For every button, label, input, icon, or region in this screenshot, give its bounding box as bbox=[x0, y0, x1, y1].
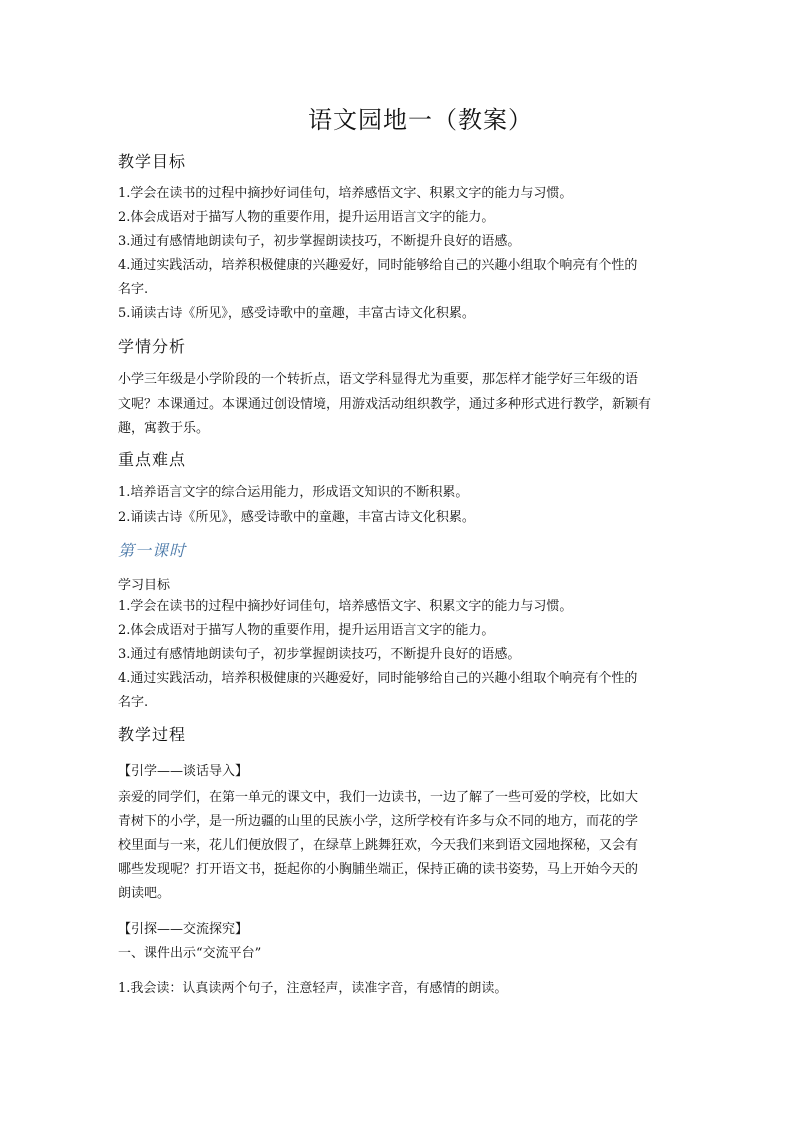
heading-key-points: 重点难点 bbox=[118, 450, 187, 469]
explore-item-1: 1.我会读：认真读两个句子，注意轻声，读准字音，有感情的朗读。 bbox=[118, 981, 508, 996]
explore-heading: 【引探——交流探究】 bbox=[118, 922, 249, 937]
goal-line-2: 2.体会成语对于描写人物的重要作用，提升运用语言文字的能力。 bbox=[118, 210, 495, 225]
heading-teaching-goals: 教学目标 bbox=[118, 152, 187, 171]
intro-line-3: 校里面与一来，花儿们便放假了，在绿草上跳舞狂欢，今天我们来到语文园地探秘，又会有 bbox=[118, 838, 639, 853]
key-line-1: 1.培养语言文字的综合运用能力，形成语文知识的不断积累。 bbox=[118, 485, 469, 500]
study-line-2: 2.体会成语对于描写人物的重要作用，提升运用语言文字的能力。 bbox=[118, 623, 495, 638]
intro-heading: 【引学——谈话导入】 bbox=[118, 764, 249, 779]
goal-line-1: 1.学会在读书的过程中摘抄好词佳句，培养感悟文字、积累文字的能力与习惯。 bbox=[118, 186, 573, 201]
goal-line-4-cont: 名字. bbox=[118, 282, 149, 297]
key-line-2: 2.诵读古诗《所见》，感受诗歌中的童趣，丰富古诗文化积累。 bbox=[118, 510, 475, 525]
study-line-1: 1.学会在读书的过程中摘抄好词佳句，培养感悟文字、积累文字的能力与习惯。 bbox=[118, 599, 573, 614]
goal-line-5: 5.诵读古诗《所见》，感受诗歌中的童趣，丰富古诗文化积累。 bbox=[118, 306, 475, 321]
heading-study-goals: 学习目标 bbox=[118, 578, 171, 593]
heading-teaching-process: 教学过程 bbox=[118, 725, 187, 744]
intro-line-4: 哪些发现呢？打开语文书，挺起你的小胸脯坐端正，保持正确的读书姿势，马上开始今天的 bbox=[118, 862, 639, 877]
goal-line-3: 3.通过有感情地朗读句子，初步掌握朗读技巧，不断提升良好的语感。 bbox=[118, 234, 521, 249]
explore-subheading: 一、课件出示“交流平台” bbox=[118, 946, 262, 961]
goal-line-4: 4.通过实践活动，培养积极健康的兴趣爱好，同时能够给自己的兴趣小组取个响亮有个性的 bbox=[118, 258, 638, 273]
heading-student-analysis: 学情分析 bbox=[118, 337, 187, 356]
analysis-line-2: 文呢？本课通过。本课通过创设情境，用游戏活动组织教学，通过多种形式进行教学，新颖有 bbox=[118, 397, 652, 412]
study-line-3: 3.通过有感情地朗读句子，初步掌握朗读技巧，不断提升良好的语感。 bbox=[118, 647, 521, 662]
lesson-heading: 第一课时 bbox=[118, 541, 187, 560]
analysis-line-3: 趣，寓教于乐。 bbox=[118, 421, 210, 436]
study-line-4: 4.通过实践活动，培养积极健康的兴趣爱好，同时能够给自己的兴趣小组取个响亮有个性的 bbox=[118, 671, 638, 686]
document-title: 语文园地一（教案） bbox=[308, 106, 533, 134]
intro-line-1: 亲爱的同学们，在第一单元的课文中，我们一边读书，一边了解了一些可爱的学校，比如大 bbox=[118, 790, 639, 805]
analysis-line-1: 小学三年级是小学阶段的一个转折点，语文学科显得尤为重要，那怎样才能学好三年级的语 bbox=[118, 372, 639, 387]
intro-line-2: 青树下的小学，是一所边疆的山里的民族小学，这所学校有许多与众不同的地方，而花的学 bbox=[118, 814, 639, 829]
intro-line-5: 朗读吧。 bbox=[118, 886, 171, 901]
study-line-4-cont: 名字. bbox=[118, 695, 149, 710]
